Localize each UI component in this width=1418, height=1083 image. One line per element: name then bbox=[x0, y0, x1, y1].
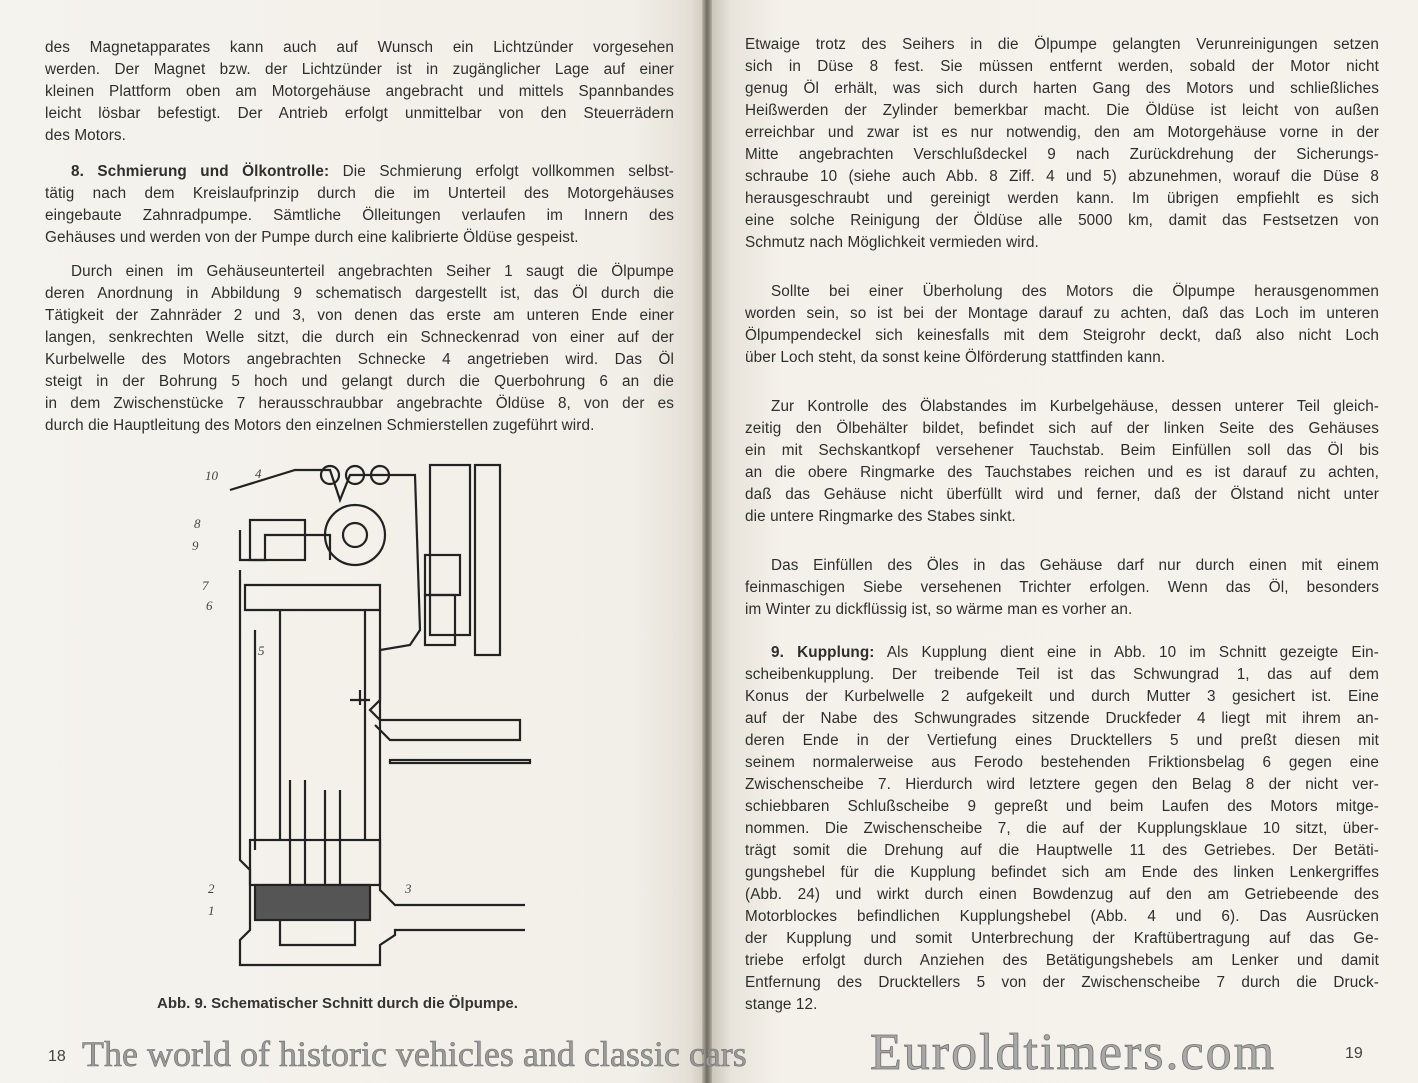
text-line: daß das Gehäuse nicht überfüllt wird und ferner, daß der Ölstand nicht unter bbox=[745, 486, 1379, 503]
text-line: Tätigkeit der Zahnräder 2 und 3, von denen das erste am unteren Ende einer bbox=[45, 307, 674, 324]
figure-label: 9 bbox=[192, 538, 199, 553]
paragraph bbox=[45, 261, 674, 437]
text-line: kleinen Plattform oben am Motorgehäuse angebracht und mittels Spannbandes bbox=[45, 83, 674, 100]
text-line: scheibenkupplung. Der treibende Teil ist das Schwungrad 1, das auf dem bbox=[745, 666, 1379, 683]
text-line: durch die Hauptleitung des Motors den einzelnen Schmierstellen zugeführt wird. bbox=[45, 417, 595, 434]
figure-label: 3 bbox=[405, 881, 412, 896]
text-line: nommen. Die Zwischenscheibe 7, die auf der Kupplungsklaue 10 sitzt, über- bbox=[745, 820, 1379, 837]
text-line: eingebaute Zahnradpumpe. Sämtliche Ölleitungen verlaufen im Innern des bbox=[45, 207, 674, 224]
text-line: Das Einfüllen des Öles in das Gehäuse darf nur durch einen mit einem bbox=[771, 557, 1379, 574]
figure-label: 2 bbox=[208, 881, 215, 896]
oil-pump-schematic-figure bbox=[180, 460, 540, 995]
right-page-text bbox=[745, 34, 1379, 1016]
text-line: eine solche Reinigung der Öldüse alle 5000 km, damit das Festsetzen von bbox=[745, 212, 1379, 229]
figure-label: 4 bbox=[255, 466, 262, 481]
left-page-text bbox=[45, 37, 674, 437]
text-line: auf der Nabe des Schwungrades sitzende Druckfeder 4 liegt mit ihrem an- bbox=[745, 710, 1379, 727]
text-line: langen, senkrechten Welle sitzt, die durch ein Schneckenrad von einer auf der bbox=[45, 329, 674, 346]
text-line: an die obere Ringmarke des Tauchstabes reichen und es ist darauf zu achten, bbox=[745, 464, 1379, 481]
text-line: stange 12. bbox=[745, 996, 818, 1013]
text-line: erreichbar und zwar ist es nur notwendig, den am Motorgehäuse vorne in der bbox=[745, 124, 1379, 141]
text-line: Sollte bei einer Überholung des Motors die Ölpumpe herausgenommen bbox=[771, 283, 1379, 300]
figure-caption: Abb. 9. Schematischer Schnitt durch die Ölpumpe. bbox=[157, 995, 518, 1012]
text-line: deren Ende in der Vertiefung eines Drucktellers 5 und preßt diesen mit bbox=[745, 732, 1379, 749]
text-line: genug Öl erhält, was sich durch harten Gang des Motors und schließliches bbox=[745, 80, 1379, 97]
page-number-right: 19 bbox=[1345, 1045, 1363, 1062]
text-line: (Abb. 24) und wirkt durch einen Bowdenzug auf den am Getriebeende des bbox=[745, 886, 1379, 903]
text-line: herausgeschraubt und gereinigt werden kann. Im übrigen empfiehlt es sich bbox=[745, 190, 1379, 207]
text-line: triebe erfolgt durch Anziehen des Betätigungshebels am Lenker und damit bbox=[745, 952, 1379, 969]
text-line: Mitte angebrachten Verschlußdeckel 9 nach Zurückdrehung der Sicherungs- bbox=[745, 146, 1379, 163]
text-line bbox=[745, 642, 1379, 664]
text-line: leicht lösbar befestigt. Der Antrieb erfolgt unmittelbar von den Steuerrädern bbox=[45, 105, 674, 122]
text-line: ein mit Sechskantkopf versehener Tauchstab. Beim Einfüllen soll das Öl bis bbox=[745, 442, 1379, 459]
text-line-rest: Die Schmierung erfolgt vollkommen selbst- bbox=[329, 163, 674, 180]
text-line: seinem normalerweise aus Ferodo bestehenden Friktionsbelag 6 gegen eine bbox=[745, 754, 1379, 771]
text-line: gungshebel für die Kupplung befindet sich am Ende des linken Lenkergriffes bbox=[745, 864, 1379, 881]
text-line: Ölpumpendeckel sich keinesfalls mit dem Steigrohr deckt, daß also nicht Loch bbox=[745, 327, 1379, 344]
text-line: des Motors. bbox=[45, 127, 127, 144]
figure-label: 8 bbox=[194, 516, 201, 531]
paragraph bbox=[745, 555, 1379, 621]
text-line: trägt somit die Drehung auf die Hauptwelle 11 des Getriebes. Der Betäti- bbox=[745, 842, 1379, 859]
paragraph bbox=[745, 396, 1379, 528]
text-line: des Magnetapparates kann auch auf Wunsch ein Lichtzünder vorgesehen bbox=[45, 39, 674, 56]
text-line: Motorblockes befindlichen Kupplungshebel (Abb. 4 und 6). Das Ausrücken bbox=[745, 908, 1379, 925]
text-line: steigt in der Bohrung 5 hoch und gelangt durch die Querbohrung 6 an die bbox=[45, 373, 674, 390]
text-line: Etwaige trotz des Seihers in die Ölpumpe gelangten Verunreinigungen setzen bbox=[745, 36, 1379, 53]
text-line: schiebbaren Schlußscheibe 9 gepreßt und beim Laufen des Motors mitge- bbox=[745, 798, 1379, 815]
paragraph bbox=[745, 281, 1379, 369]
text-line: Zwischenscheibe 7. Hierdurch wird letztere gegen den Belag 8 der nicht ver- bbox=[745, 776, 1379, 793]
text-line: worden sein, so ist bei der Montage darauf zu achten, daß das Loch im unteren bbox=[745, 305, 1379, 322]
text-line: der Kupplung und somit Unterbrechung der Kraftübertragung auf das Ge- bbox=[745, 930, 1379, 947]
figure-label: 1 bbox=[208, 903, 215, 918]
text-line: zeitig den Ölbehälter bildet, befindet sich auf der linken Seite des Gehäuses bbox=[745, 420, 1379, 437]
text-line: Konus der Kurbelwelle 2 aufgekeilt und durch Mutter 3 gesichert ist. Eine bbox=[745, 688, 1379, 705]
section-heading: 9. Kupplung: bbox=[771, 644, 875, 661]
paragraph bbox=[745, 642, 1379, 1016]
text-line-rest: Als Kupplung dient eine in Abb. 10 im Schnitt gezeigte Ein- bbox=[874, 644, 1379, 661]
page-number-left: 18 bbox=[48, 1048, 66, 1065]
text-line: schraube 10 (siehe auch Abb. 8 Ziff. 4 und 5) abzunehmen, worauf die Düse 8 bbox=[745, 168, 1379, 185]
text-line: Durch einen im Gehäuseunterteil angebrachten Seiher 1 saugt die Ölpumpe bbox=[71, 263, 674, 280]
figure-label: 5 bbox=[258, 643, 265, 658]
figure-label: 6 bbox=[206, 598, 213, 613]
book-gutter bbox=[702, 0, 712, 1083]
text-line: sich in Düse 8 fest. Sie müssen entfernt werden, sobald der Motor nicht bbox=[745, 58, 1379, 75]
text-line: werden. Der Magnet bzw. der Lichtzünder ist in zugänglicher Lage auf einer bbox=[45, 61, 674, 78]
text-line: tätig nach dem Kreislaufprinzip durch die im Unterteil des Motorgehäuses bbox=[45, 185, 674, 202]
text-line: über Loch steht, da sonst keine Ölförderung stattfinden kann. bbox=[745, 349, 1166, 366]
paragraph bbox=[745, 34, 1379, 254]
section-heading: 8. Schmierung und Ölkontrolle: bbox=[71, 163, 330, 180]
text-line: die untere Ringmarke des Stabes sinkt. bbox=[745, 508, 1016, 525]
figure-label: 10 bbox=[205, 468, 218, 483]
text-line: Schmutz nach Möglichkeit vermieden wird. bbox=[745, 234, 1039, 251]
text-line: Gehäuses und werden von der Pumpe durch eine kalibrierte Öldüse gespeist. bbox=[45, 229, 579, 246]
figure-label: 7 bbox=[202, 578, 209, 593]
text-line: deren Anordnung in Abbildung 9 schematisch dargestellt ist, das Öl durch die bbox=[45, 285, 674, 302]
text-line: Heißwerden der Zylinder bemerkbar macht. Die Öldüse ist leicht von außen bbox=[745, 102, 1379, 119]
text-line: feinmaschigen Siebe versehenen Trichter erfolgen. Wenn das Öl, besonders bbox=[745, 579, 1379, 596]
watermark-brand: Euroldtimers.com bbox=[870, 1024, 1277, 1081]
paragraph bbox=[45, 37, 674, 147]
text-line: Zur Kontrolle des Ölabstandes im Kurbelgehäuse, dessen unterer Teil gleich- bbox=[771, 398, 1379, 415]
text-line: Kurbelwelle des Motors angebrachten Schnecke 4 angetrieben wird. Das Öl bbox=[45, 351, 674, 368]
paragraph bbox=[45, 161, 674, 249]
text-line: im Winter zu dickflüssig ist, so wärme man es vorher an. bbox=[745, 601, 1133, 618]
text-line bbox=[45, 161, 674, 183]
watermark-tagline: The world of historic vehicles and classic cars bbox=[82, 1034, 747, 1074]
text-line: Entfernung des Drucktellers 5 von der Zwischenscheibe 7 durch die Druck- bbox=[745, 974, 1379, 991]
text-line: in dem Zwischenstücke 7 herausschraubbar angebrachte Öldüse 8, von der es bbox=[45, 395, 674, 412]
